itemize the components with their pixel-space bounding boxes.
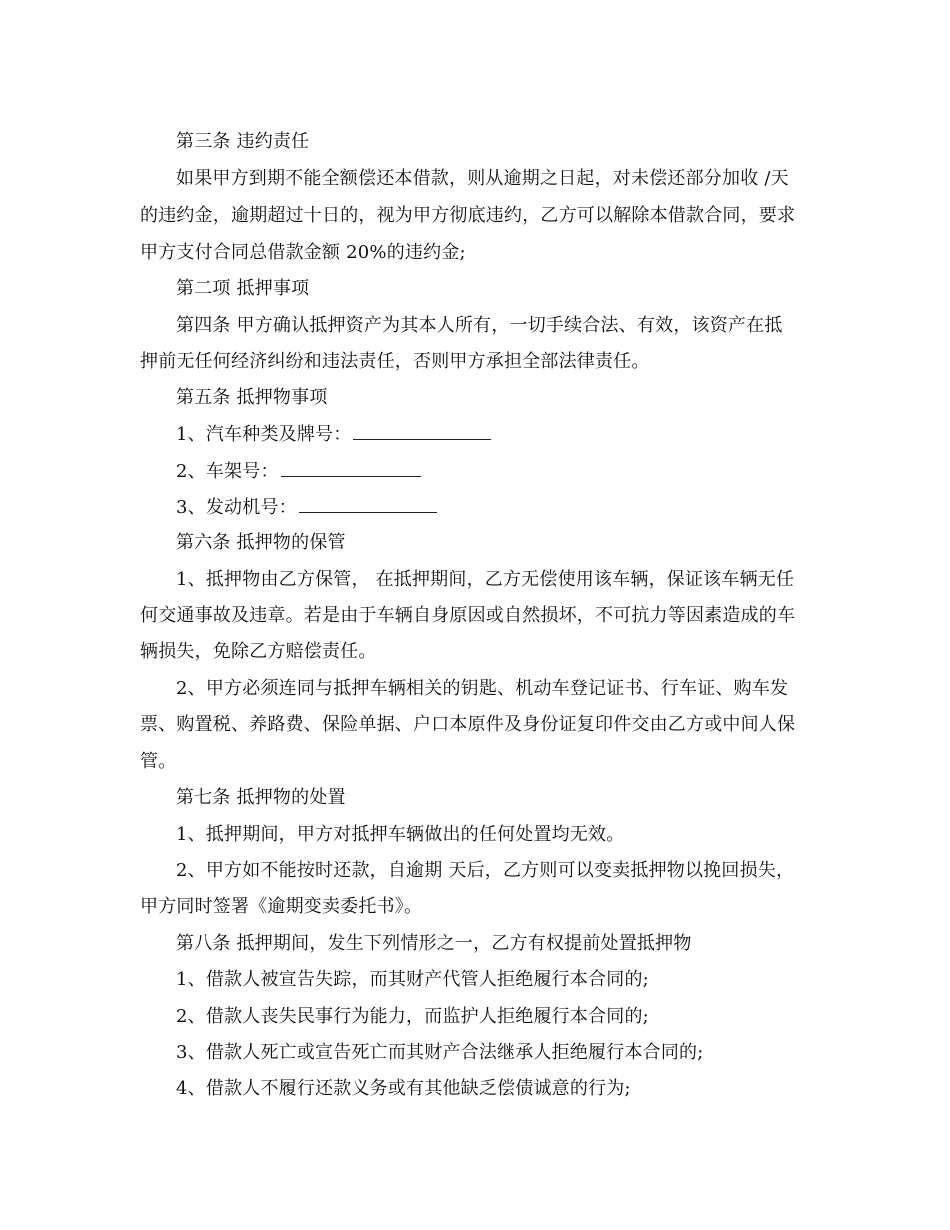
article-4-line-1: 第四条 甲方确认抵押资产为其本人所有，一切手续合法、有效，该资产在抵 <box>176 315 783 336</box>
article-5-heading: 第五条 抵押物事项 <box>176 387 328 408</box>
article-6-item-1-line-3: 辆损失，免除乙方赔偿责任。 <box>140 641 377 662</box>
vehicle-type-plate-label: 1、汽车种类及牌号： <box>176 424 352 445</box>
section-2-heading: 第二项 抵押事项 <box>176 278 310 299</box>
article-8-item-3: 3、借款人死亡或宣告死亡而其财产合法继承人拒绝履行本合同的; <box>176 1042 704 1063</box>
engine-number-label: 3、发动机号： <box>176 497 297 518</box>
frame-number-label: 2、车架号： <box>176 461 279 482</box>
article-8-item-4: 4、借款人不履行还款义务或有其他缺乏偿债诚意的行为; <box>176 1078 631 1099</box>
article-8-item-2: 2、借款人丧失民事行为能力，而监护人拒绝履行本合同的; <box>176 1006 649 1027</box>
article-6-item-2-line-2: 票、购置税、养路费、保险单据、户口本原件及身份证复印件交由乙方或中间人保 <box>140 714 796 735</box>
article-7-heading: 第七条 抵押物的处置 <box>176 787 346 808</box>
article-3-heading: 第三条 违约责任 <box>176 131 310 152</box>
article-6-item-1-line-2: 何交通事故及违章。若是由于车辆自身原因或自然损坏，不可抗力等因素造成的车 <box>140 605 796 626</box>
article-8-item-1: 1、借款人被宣告失踪，而其财产代管人拒绝履行本合同的; <box>176 969 649 990</box>
article-6-heading: 第六条 抵押物的保管 <box>176 532 346 553</box>
article-3-line-1: 如果甲方到期不能全额偿还本借款，则从逾期之日起，对未偿还部分加收 /天 <box>176 168 789 189</box>
article-6-item-2-line-1: 2、甲方必须连同与抵押车辆相关的钥匙、机动车登记证书、行车证、购车发 <box>176 678 789 699</box>
frame-number-row <box>176 460 421 482</box>
article-3-line-3: 甲方支付合同总借款金额 20%的违约金; <box>140 242 466 263</box>
article-7-item-1: 1、抵押期间，甲方对抵押车辆做出的任何处置均无效。 <box>176 824 625 845</box>
article-8-heading: 第八条 抵押期间，发生下列情形之一，乙方有权提前处置抵押物 <box>176 933 692 954</box>
article-7-item-2-line-1: 2、甲方如不能按时还款，自逾期 天后，乙方则可以变卖抵押物以挽回损失， <box>176 860 795 881</box>
article-7-item-2-line-2: 甲方同时签署《逾期变卖委托书》。 <box>140 896 423 917</box>
engine-number-row <box>176 496 437 518</box>
article-6-item-2-line-3: 管。 <box>140 751 177 772</box>
article-6-item-1-line-1: 1、抵押物由乙方保管， 在抵押期间，乙方无偿使用该车辆，保证该车辆无任 <box>176 569 795 590</box>
article-3-line-2: 的违约金，逾期超过十日的，视为甲方彻底违约，乙方可以解除本借款合同，要求 <box>140 205 796 226</box>
engine-number-blank[interactable] <box>299 496 437 513</box>
vehicle-type-plate-row <box>176 423 491 445</box>
vehicle-type-plate-blank[interactable] <box>353 423 491 440</box>
article-4-line-2: 押前无任何经济纠纷和违法责任，否则甲方承担全部法律责任。 <box>140 351 650 372</box>
frame-number-blank[interactable] <box>281 460 421 477</box>
